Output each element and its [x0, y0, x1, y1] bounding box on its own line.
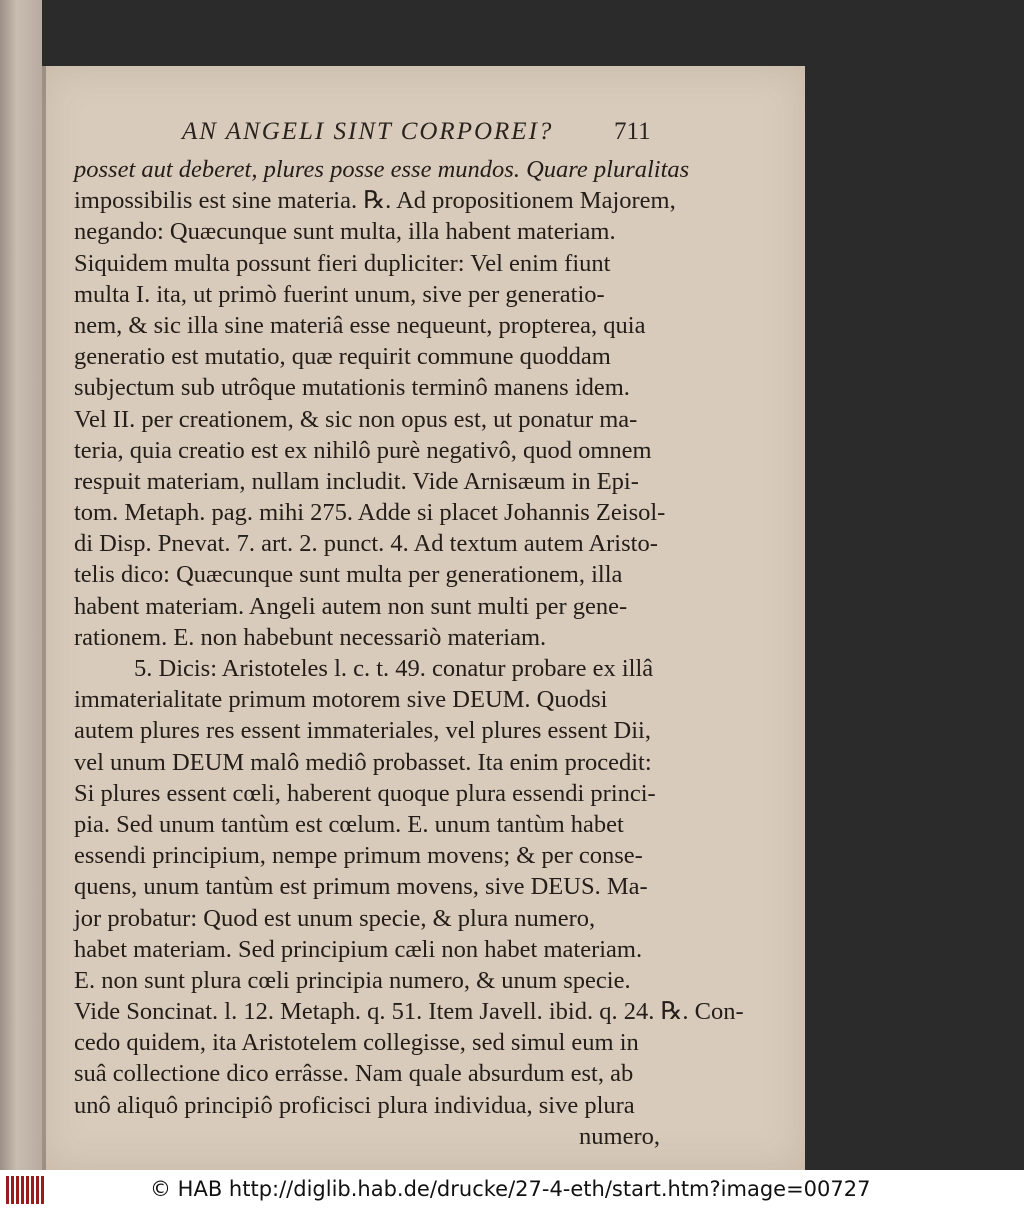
text-line: di Disp. Pnevat. 7. art. 2. punct. 4. Ad textum autem Aristo- [74, 530, 658, 558]
text-line: cedo quidem, ita Aristotelem collegisse, sed simul eum in [74, 1029, 639, 1057]
text-line: nem, & sic illa sine materiâ esse nequeunt, propterea, quia [74, 311, 646, 339]
text-line: telis dico: Quæcunque sunt multa per generationem, illa [74, 561, 623, 589]
text-line: impossibilis est sine materia. ℞. Ad propositionem Majorem, [74, 187, 676, 215]
text-line: E. non sunt plura cœli principia numero, & unum specie. [74, 966, 631, 994]
running-header: AN ANGELI SINT CORPOREI? [182, 118, 554, 145]
text-line: numero, [579, 1122, 660, 1150]
text-line: subjectum sub utrôque mutationis terminô manens idem. [74, 374, 630, 402]
text-line: jor probatur: Quod est unum specie, & plura numero, [74, 904, 596, 932]
facing-page-edge [0, 0, 42, 1170]
text-line: pia. Sed unum tantùm est cœlum. E. unum tantùm habet [74, 810, 624, 838]
text-line: negando: Quæcunque sunt multa, illa habent materiam. [74, 218, 616, 246]
text-line: Vel II. per creationem, & sic non opus est, ut ponatur ma- [74, 405, 638, 433]
text-line: Siquidem multa possunt fieri dupliciter: Vel enim fiunt [74, 249, 611, 277]
text-line: tom. Metaph. pag. mihi 275. Adde si placet Johannis Zeisol- [74, 499, 666, 527]
footer-bar [0, 1170, 1024, 1209]
text-line: posset aut deberet, plures posse esse mundos. Quare pluralitas [74, 156, 690, 183]
text-line: unô aliquô principiô proficisci plura individua, sive plura [74, 1091, 635, 1119]
text-line: respuit materiam, nullam includit. Vide Arnisæum in Epi- [74, 467, 639, 495]
page-spine-shadow [42, 66, 46, 1170]
text-line: multa I. ita, ut primò fuerint unum, sive per generatio- [74, 280, 605, 308]
text-line: suâ collectione dico errâsse. Nam quale absurdum est, ab [74, 1060, 634, 1088]
copyright-url[interactable]: © HAB http://diglib.hab.de/drucke/27-4-eth/start.htm?image=00727 [150, 1177, 871, 1201]
page-text [74, 154, 744, 1152]
text-line: rationem. E. non habebunt necessariò materiam. [74, 623, 547, 651]
text-line: Si plures essent cœli, haberent quoque plura essendi princi- [74, 779, 656, 807]
text-line: habent materiam. Angeli autem non sunt multi per gene- [74, 592, 628, 620]
book-page [42, 66, 805, 1170]
hab-barcode-icon [6, 1176, 46, 1204]
page-number: 711 [614, 118, 651, 145]
text-line: immaterialitate primum motorem sive DEUM. Quodsi [74, 686, 608, 714]
text-line: habet materiam. Sed principium cæli non habet materiam. [74, 935, 643, 963]
text-line: autem plures res essent immateriales, vel plures essent Dii, [74, 717, 651, 745]
text-line: 5. Dicis: Aristoteles l. c. t. 49. conatur probare ex illâ [134, 655, 654, 682]
text-line: essendi principium, nempe primum movens; & per conse- [74, 842, 643, 870]
text-line: generatio est mutatio, quæ requirit commune quoddam [74, 343, 611, 371]
text-line: quens, unum tantùm est primum movens, sive DEUS. Ma- [74, 873, 648, 901]
text-line: Vide Soncinat. l. 12. Metaph. q. 51. Item Javell. ibid. q. 24. ℞. Con- [74, 998, 744, 1026]
text-line: teria, quia creatio est ex nihilô purè negativô, quod omnem [74, 436, 652, 464]
text-line: vel unum DEUM malô mediô probasset. Ita enim procedit: [74, 748, 652, 776]
